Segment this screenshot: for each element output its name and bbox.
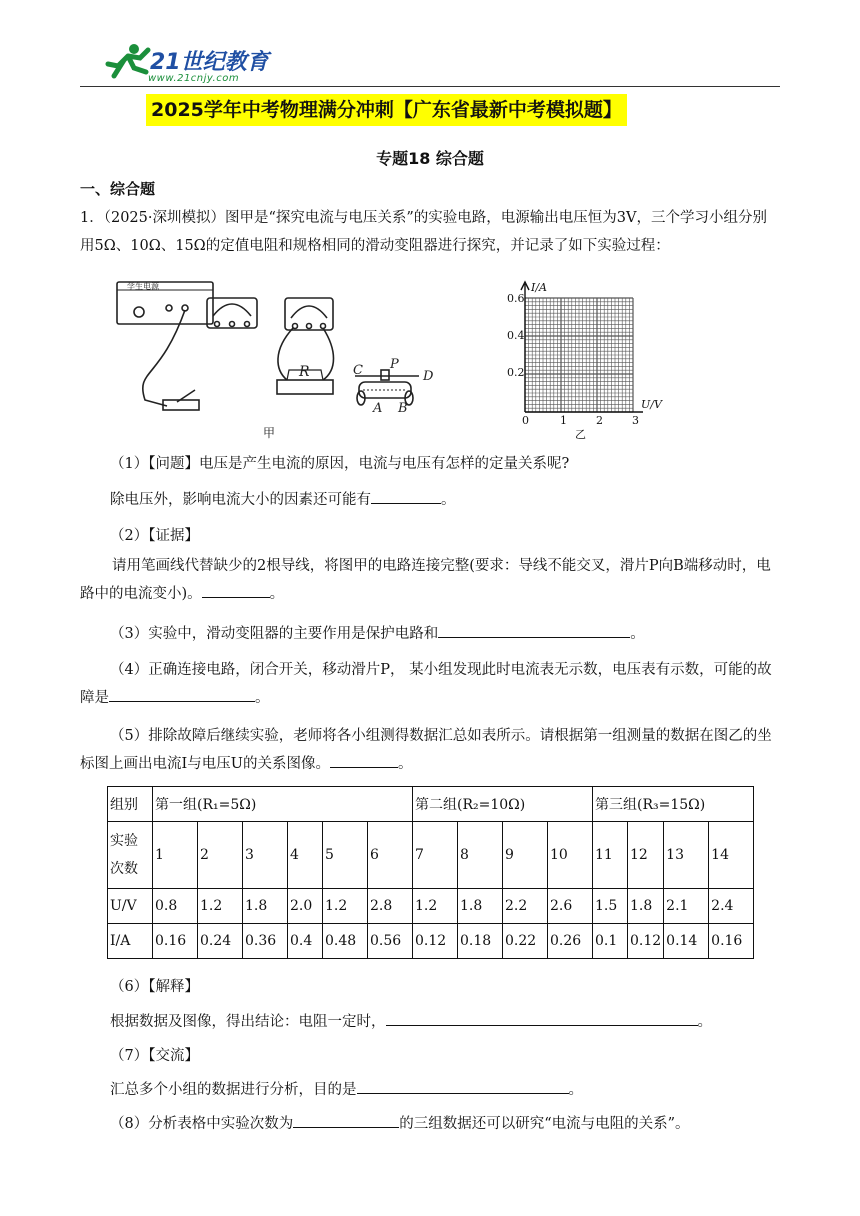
x-tick: 1 <box>560 414 567 427</box>
terminal-b-label: B <box>398 401 408 416</box>
x-tick: 3 <box>632 414 639 427</box>
logo-runner-icon <box>104 42 154 82</box>
q1-part4-text: （4）正确连接电路，闭合开关，移动滑片P， 某小组发现此时电流表无示数，电压表有示数，可能的故障是 <box>80 662 772 706</box>
y-tick: 0.6 <box>507 292 525 305</box>
table-cell: 11 <box>593 822 628 889</box>
table-cell: 0.4 <box>288 924 323 959</box>
terminal-a-label: A <box>373 401 383 416</box>
q1-part6-text: 根据数据及图像，得出结论：电阻一定时， <box>110 1014 386 1030</box>
q1-part6-heading: （6）【解释】 <box>110 979 199 995</box>
q1-part2-heading: （2）【证据】 <box>110 528 199 544</box>
figure-yi-caption: 乙 <box>575 428 586 440</box>
table-cell: 0.48 <box>323 924 368 959</box>
q1-part5: （5）排除故障后继续实验，老师将各小组测得数据汇总如表所示。请根据第一组测量的数据在图乙的坐标图上画出电流I与电压U的关系图像。 。 <box>80 728 772 772</box>
table-cell: 2.0 <box>288 889 323 924</box>
q1-part2-text: 请用笔画线代替缺少的2根导线，将图甲的电路连接完整(要求：导线不能交叉，滑片P向B端移动时，电路中的电流变小)。 <box>80 558 771 602</box>
q1-part3: （3）实验中，滑动变阻器的主要作用是保护电路和 。 <box>110 620 770 648</box>
table-cell: U/V <box>108 889 153 924</box>
y-tick: 0.4 <box>507 329 525 342</box>
x-tick: 2 <box>596 414 603 427</box>
answer-blank[interactable] <box>293 1111 399 1128</box>
circuit-figure <box>105 270 445 442</box>
answer-blank[interactable] <box>438 621 630 638</box>
table-row <box>108 924 754 959</box>
table-cell: 2.8 <box>368 889 413 924</box>
header-divider <box>80 86 780 87</box>
table-cell: 2 <box>198 822 243 889</box>
y-tick: 0.2 <box>507 366 525 379</box>
table-row <box>108 822 754 889</box>
graph-figure <box>495 278 675 440</box>
table-cell: 1.2 <box>413 889 458 924</box>
table-cell: 1.2 <box>198 889 243 924</box>
table-cell: 1 <box>153 822 198 889</box>
q1-part2-prompt: 请用笔画线代替缺少的2根导线，将图甲的电路连接完整(要求：导线不能交叉，滑片P向B端移动时，电路中的电流变小)。 。 <box>80 558 771 602</box>
table-cell: 1.8 <box>628 889 664 924</box>
table-cell: 5 <box>323 822 368 889</box>
q1-part3-text: （3）实验中，滑动变阻器的主要作用是保护电路和 <box>110 626 439 642</box>
table-cell: 实验次数 <box>108 822 153 889</box>
q1-part1-question: （1）【问题】电压是产生电流的原因，电流与电压有怎样的定量关系呢? <box>110 456 570 472</box>
table-row <box>108 889 754 924</box>
section-heading: 一、综合题 <box>80 180 156 198</box>
table-cell: 0.22 <box>503 924 548 959</box>
q1-part8: （8）分析表格中实验次数为 的三组数据还可以研究“电流与电阻的关系”。 <box>110 1110 770 1138</box>
x-axis-label: U/V <box>641 398 662 411</box>
table-cell: 7 <box>413 822 458 889</box>
answer-blank[interactable] <box>371 487 441 504</box>
answer-blank[interactable] <box>357 1077 569 1094</box>
table-cell: 第三组(R₃=15Ω) <box>593 787 754 822</box>
table-cell: 12 <box>628 822 664 889</box>
q1-part7-heading: （7）【交流】 <box>110 1048 199 1064</box>
terminal-d-label: D <box>423 369 434 384</box>
y-axis-label: I/A <box>531 281 547 294</box>
logo-url: www.21cnjy.com <box>148 73 240 84</box>
table-cell: 0.18 <box>458 924 503 959</box>
question-intro: 1．（2025·深圳模拟）图甲是“探究电流与电压关系”的实验电路，电源输出电压恒为3V，三个学习小组分别用5Ω、10Ω、15Ω的定值电阻和规格相同的滑动变阻器进行探究，并记录了如下实验过程： <box>80 210 768 254</box>
x-tick: 0 <box>522 414 529 427</box>
table-cell: 10 <box>548 822 593 889</box>
table-cell: 0.14 <box>664 924 709 959</box>
answer-blank[interactable] <box>202 581 270 598</box>
power-supply-label: 学生电源 <box>127 282 159 291</box>
table-cell: 0.56 <box>368 924 413 959</box>
q1-part1-prompt: 除电压外，影响电流大小的因素还可能有 。 <box>110 486 770 514</box>
table-cell: 6 <box>368 822 413 889</box>
table-cell: 0.36 <box>243 924 288 959</box>
figure-jia-caption: 甲 <box>263 426 276 440</box>
table-cell: 0.12 <box>628 924 664 959</box>
answer-blank[interactable] <box>109 685 255 702</box>
table-cell: 3 <box>243 822 288 889</box>
table-cell: 0.16 <box>153 924 198 959</box>
table-cell: 0.8 <box>153 889 198 924</box>
table-cell: 13 <box>664 822 709 889</box>
table-cell: 2.4 <box>709 889 754 924</box>
table-cell: 0.24 <box>198 924 243 959</box>
q1-part7-text: 汇总多个小组的数据进行分析，目的是 <box>110 1082 357 1098</box>
table-cell: 4 <box>288 822 323 889</box>
table-cell: 2.1 <box>664 889 709 924</box>
table-cell: 1.5 <box>593 889 628 924</box>
q1-part6-prompt: 根据数据及图像，得出结论：电阻一定时， 。 <box>110 1008 770 1036</box>
table-cell: 2.6 <box>548 889 593 924</box>
logo-text: 21世纪教育 <box>150 50 269 75</box>
page-title-banner: 2025学年中考物理满分冲刺【广东省最新中考模拟题】 <box>146 94 627 126</box>
q1-part8-text: （8）分析表格中实验次数为 <box>110 1116 294 1132</box>
table-cell: 8 <box>458 822 503 889</box>
q1-part5-text: （5）排除故障后继续实验，老师将各小组测得数据汇总如表所示。请根据第一组测量的数据在图乙的坐标图上画出电流I与电压U的关系图像。 <box>80 728 772 772</box>
q1-part1-text: 除电压外，影响电流大小的因素还可能有 <box>110 492 371 508</box>
resistor-label: R <box>299 364 310 380</box>
answer-blank[interactable] <box>330 751 398 768</box>
table-cell: 组别 <box>108 787 153 822</box>
table-row <box>108 787 754 822</box>
q1-part4: （4）正确连接电路，闭合开关，移动滑片P， 某小组发现此时电流表无示数，电压表有示数，可能的故障是 。 <box>80 662 772 706</box>
page-subtitle: 专题18 综合题 <box>376 149 484 168</box>
answer-blank[interactable] <box>386 1009 698 1026</box>
data-table <box>107 786 754 959</box>
table-cell: 2.2 <box>503 889 548 924</box>
table-cell: 1.8 <box>458 889 503 924</box>
table-cell: 14 <box>709 822 754 889</box>
table-cell: 0.1 <box>593 924 628 959</box>
table-cell: 0.26 <box>548 924 593 959</box>
q1-part7-prompt: 汇总多个小组的数据进行分析，目的是 。 <box>110 1076 770 1104</box>
table-cell: 1.2 <box>323 889 368 924</box>
table-cell: 1.8 <box>243 889 288 924</box>
table-cell: 第二组(R₂=10Ω) <box>413 787 593 822</box>
table-cell: 0.12 <box>413 924 458 959</box>
table-cell: 0.16 <box>709 924 754 959</box>
terminal-c-label: C <box>353 363 363 378</box>
table-cell: 9 <box>503 822 548 889</box>
slider-p-label: P <box>390 357 399 372</box>
table-cell: I/A <box>108 924 153 959</box>
table-cell: 第一组(R₁=5Ω) <box>153 787 413 822</box>
